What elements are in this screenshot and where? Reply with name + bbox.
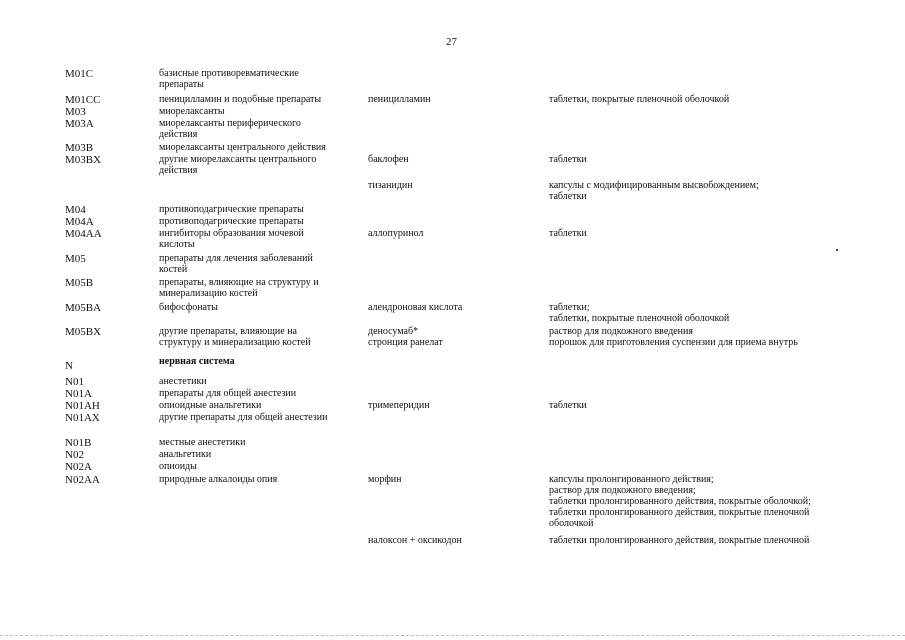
group-cell [159,356,354,367]
group-name-line: миорелаксанты [159,106,225,117]
group-cell [159,449,354,460]
dosage-form-line: капсулы пролонгированного действия; [549,474,714,485]
group-cell [159,68,354,90]
substance-name-line: аллопуринол [368,228,424,239]
form-cell [549,326,849,348]
dosage-form-line: таблетки; [549,302,590,313]
group-cell [159,204,354,215]
substance-cell [368,94,543,105]
group-name-line: противоподагрические препараты [159,204,304,215]
atc-code: M04A [65,216,94,228]
group-name-line: миорелаксанты периферического [159,118,301,129]
atc-code: M03B [65,142,94,154]
stray-mark [836,249,838,251]
substance-cell [368,302,543,313]
atc-code: M05BX [65,326,102,338]
group-name-line: костей [159,264,188,275]
group-cell [159,302,354,313]
form-cell [549,535,849,546]
substance-name-line: деносумаб* [368,326,419,337]
form-cell [549,154,849,165]
dosage-form-line: капсулы с модифицированным высвобождением; [549,180,759,191]
atc-code: M04 [65,204,86,216]
group-name-line: опиоиды [159,461,197,472]
group-name-line: анальгетики [159,449,212,460]
group-name-line: препараты для общей анестезии [159,388,297,399]
substance-name-line: алендроновая кислота [368,302,463,313]
group-name-line: природные алкалоиды опия [159,474,278,485]
dosage-form-line: таблетки пролонгированного действия, покрытые оболочкой; [549,496,811,507]
group-cell [159,437,354,448]
substance-cell [368,326,543,348]
substance-cell [368,180,543,191]
dosage-form-line: таблетки, покрытые пленочной оболочкой [549,94,730,105]
form-cell [549,400,849,411]
substance-name-line: пеницилламин [368,94,431,105]
substance-name-line: баклофен [368,154,409,165]
substance-name-line: стронция ранелат [368,337,443,348]
atc-code: M03BX [65,154,102,166]
group-name-line: кислоты [159,239,195,250]
atc-code: N [65,360,73,372]
atc-code: N02A [65,461,92,473]
group-name-line: действия [159,165,198,176]
atc-code: N01AH [65,400,100,412]
substance-cell [368,228,543,239]
group-name-line: действия [159,129,198,140]
atc-code: M03A [65,118,94,130]
atc-code: N02AA [65,474,100,486]
group-name-line: анестетики [159,376,207,387]
atc-code: N02 [65,449,84,461]
group-cell [159,253,354,275]
dosage-form-line: оболочкой [549,518,594,529]
dosage-form-line: таблетки [549,154,587,165]
group-cell [159,461,354,472]
substance-cell [368,474,543,485]
group-name-line: препараты [159,79,204,90]
group-name-line: другие препараты для общей анестезии [159,412,328,423]
group-cell [159,326,354,348]
group-name-line: другие препараты, влияющие на [159,326,297,337]
form-cell [549,180,849,202]
group-name-line: другие миорелаксанты центрального [159,154,317,165]
group-name-line: бифосфонаты [159,302,218,313]
dosage-form-line: раствор для подкожного введения [549,326,693,337]
group-cell [159,142,354,153]
group-cell [159,106,354,117]
group-name-line: препараты для лечения заболеваний [159,253,313,264]
group-cell [159,118,354,140]
dosage-form-line: раствор для подкожного введения; [549,485,696,496]
group-name-line: пеницилламин и подобные препараты [159,94,322,105]
dosage-form-line: таблетки пролонгированного действия, покрытые пленочной [549,507,810,518]
group-name-line: препараты, влияющие на структуру и [159,277,319,288]
substance-name-line: тримеперидин [368,400,430,411]
dosage-form-line: порошок для приготовления суспензии для приема внутрь [549,337,798,348]
substance-cell [368,535,543,546]
atc-code: M04AA [65,228,102,240]
form-cell [549,302,849,324]
atc-code: M05B [65,277,94,289]
group-name-line: опиоидные анальгетики [159,400,262,411]
dosage-form-line: таблетки [549,191,587,202]
group-cell [159,94,354,105]
group-cell [159,376,354,387]
bottom-rule [0,635,905,636]
group-name-line: структуру и минерализацию костей [159,337,311,348]
form-cell [549,474,849,529]
substance-name-line: тизанидин [368,180,413,191]
substance-name-line: морфин [368,474,402,485]
group-name-line: базисные противоревматические [159,68,299,79]
atc-code: N01A [65,388,92,400]
group-cell [159,277,354,299]
group-cell [159,228,354,250]
atc-code: M05BA [65,302,102,314]
atc-code: N01AX [65,412,100,424]
group-cell [159,216,354,227]
group-name-line: нервная система [159,356,235,367]
substance-cell [368,400,543,411]
group-cell [159,474,354,485]
dosage-form-line: таблетки [549,400,587,411]
group-cell [159,154,354,176]
atc-code: M05 [65,253,86,265]
atc-code: M01C [65,68,94,80]
group-name-line: местные анестетики [159,437,246,448]
group-name-line: минерализацию костей [159,288,258,299]
page-number: 27 [446,36,457,48]
substance-cell [368,154,543,165]
atc-code: M03 [65,106,86,118]
group-name-line: миорелаксанты центрального действия [159,142,326,153]
group-cell [159,412,354,423]
dosage-form-line: таблетки [549,228,587,239]
dosage-form-line: таблетки пролонгированного действия, покрытые пленочной [549,535,810,546]
atc-code: M01CC [65,94,101,106]
atc-code: N01 [65,376,84,388]
form-cell [549,94,849,105]
dosage-form-line: таблетки, покрытые пленочной оболочкой [549,313,730,324]
group-name-line: противоподагрические препараты [159,216,304,227]
atc-code: N01B [65,437,92,449]
group-cell [159,388,354,399]
group-name-line: ингибиторы образования мочевой [159,228,304,239]
form-cell [549,228,849,239]
group-cell [159,400,354,411]
substance-name-line: налоксон + оксикодон [368,535,462,546]
